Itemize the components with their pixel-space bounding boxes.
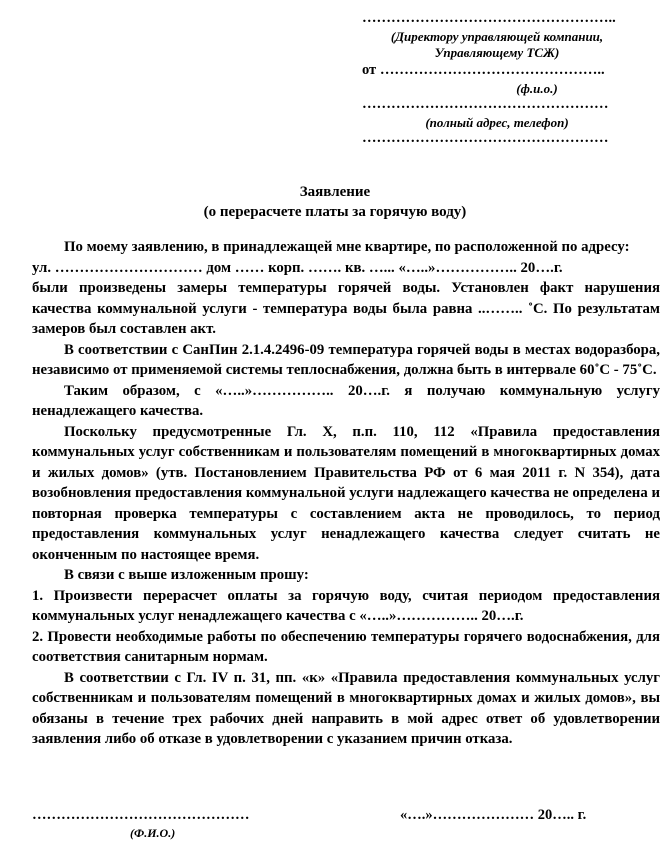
request-item-2: 2. Провести необходимые работы по обеспечению температуры горячего водоснабжения, для соответствия санитарным нормам.	[32, 628, 660, 665]
paragraph-7: В связи с выше изложенным прошу:	[64, 567, 309, 583]
sender-caption: (ф.и.о.)	[516, 81, 558, 96]
sender-line	[362, 62, 605, 79]
extra-dots: ……………………………………………	[362, 130, 609, 146]
paragraph-3: были произведены замеры температуры горячей воды. Установлен факт нарушения качества коммунальной услуги - температура воды была равна ..…….. ˚С. По результатам замеров был составлен акт.	[32, 280, 660, 337]
recipient-caption-line2: Управляющему ТСЖ)	[434, 45, 560, 60]
paragraph-6: Поскольку предусмотренные Гл. X, п.п. 110, 112 «Правила предоставления коммунальных услуг собственникам и пользователям помещений в многоквартирных домах и жилых домов» (утв. Постановлением Правительства РФ от 6 мая 2011 г. N 354), дата возобновления предоставления коммунальной услуги надлежащего качества не определена и повторная проверка температуры с составлением акта не проводилось, то период предоставления коммунальных услуг ненадлежащего качества следует считать не оконченным по настоящее время.	[32, 423, 660, 563]
paragraph-4: В соответствии с СанПин 2.1.4.2496-09 температура горячей воды в местах водоразбора, независимо от применяемой системы теплоснабжения, должна быть в интервале 60˚С - 75˚С.	[32, 341, 660, 378]
address-caption: (полный адрес, телефоп)	[425, 115, 569, 130]
paragraph-address: ул. ………………………… дом …… корп. ……. кв. …... «…..»…………….. 20….г.	[32, 259, 563, 276]
document-body	[32, 237, 660, 750]
document-title: Заявление	[299, 184, 371, 200]
paragraph-10: В соответствии с Гл. IV п. 31, пп. «к» «Правила предоставления коммунальных услуг собственникам и пользователям помещений в многоквартирных домах и жилых домов», вы обязаны в течение трех рабочих дней направить в мой адрес ответ об удовлетворении заявления либо об отказе в удовлетворении с указанием причин отказа.	[32, 669, 660, 747]
sender-prefix: от	[362, 62, 377, 78]
paragraph-5: Таким образом, с «…..»…………….. 20….г. я получаю коммунальную услугу ненадлежащего качества.	[32, 382, 660, 419]
date-line: «….»………………… 20….. г.	[400, 807, 587, 823]
address-dots: ……………………………………………	[362, 96, 609, 112]
signature-caption: (Ф.И.О.)	[130, 826, 176, 840]
signature-line: ………………………………………	[32, 807, 250, 823]
paragraph-1: По моему заявлению, в принадлежащей мне квартире, по расположенной по адресу:	[64, 239, 630, 255]
document-subtitle: (о перерасчете платы за горячую воду)	[203, 204, 467, 220]
request-item-1: 1. Произвести перерасчет оплаты за горячую воду, считая периодом предоставления коммунальных услуг ненадлежащего качества с «…..»…………….. 20….г.	[32, 587, 660, 624]
recipient-dots: ……………………………………………..	[362, 10, 616, 26]
recipient-caption-line1: (Директору управляющей компании,	[390, 29, 604, 44]
sender-dots: ………………………………………..	[379, 62, 605, 78]
